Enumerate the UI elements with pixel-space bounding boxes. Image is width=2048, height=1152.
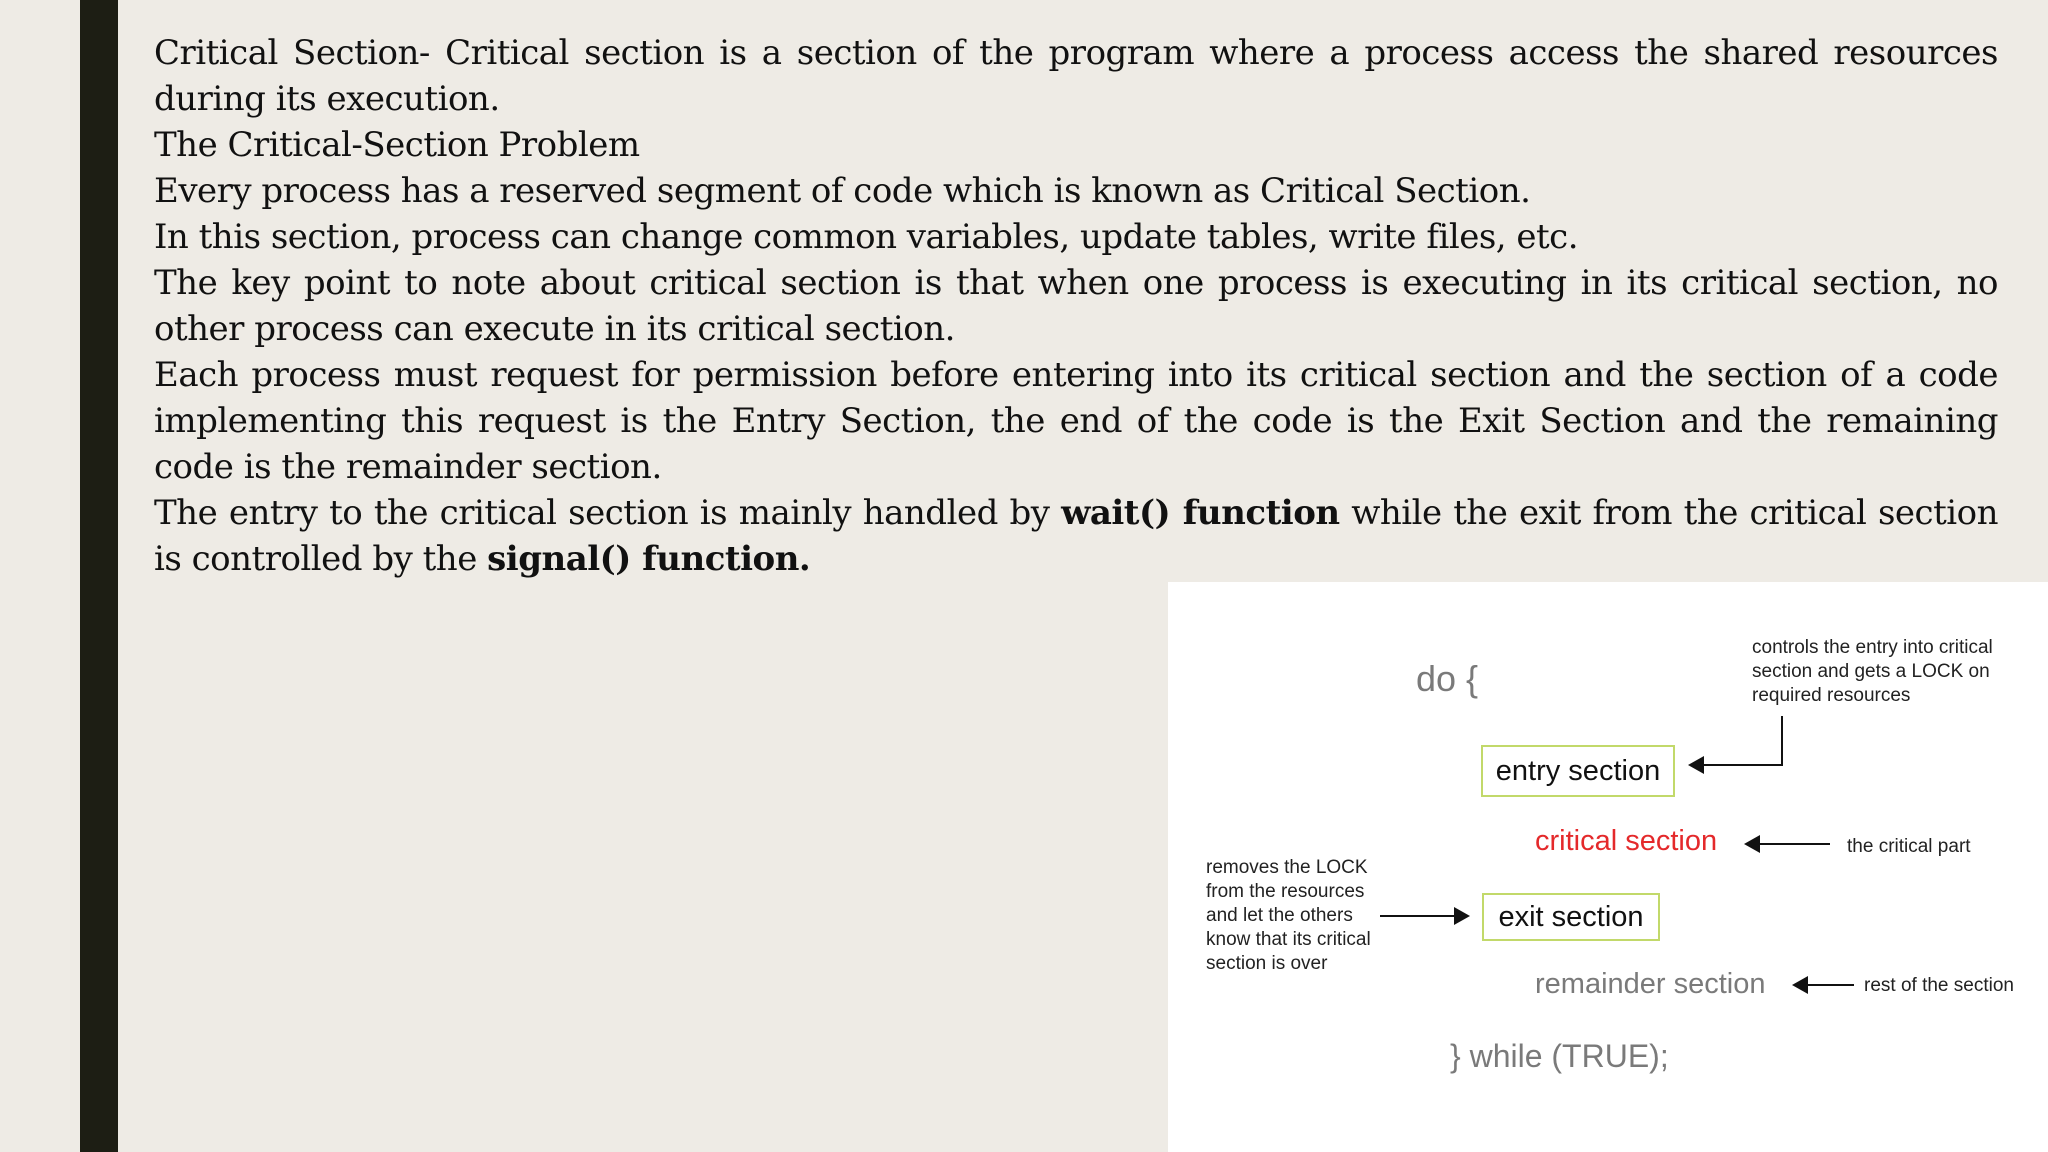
reserved-segment-paragraph: Every process has a reserved segment of code which is known as Critical Section.: [154, 171, 1531, 211]
wait-signal-text-2: while the exit from the critical section is controlled by the: [154, 493, 1999, 579]
while-loop-end: } while (TRUE);: [1450, 1038, 1669, 1074]
remainder-section-label: remainder section: [1535, 968, 1766, 1000]
common-variables-paragraph: In this section, process can change common variables, update tables, write files, etc.: [154, 217, 1579, 257]
critical-section-diagram: [1168, 582, 2048, 1152]
signal-function-term: signal() function.: [487, 539, 811, 579]
entry-arrow-head: [1688, 756, 1704, 774]
wait-signal-text-1: The entry to the critical section is mainly handled by: [154, 493, 1062, 533]
key-point-paragraph: The key point to note about critical section is that when one process is executing in its critical section, no other process can execute in its critical section.: [154, 263, 1998, 349]
critical-section-note: the critical part: [1847, 836, 1971, 857]
entry-section-note: controls the entry into critical section and gets a LOCK on required resources: [1752, 637, 1993, 706]
critical-arrow-head: [1744, 835, 1760, 853]
exit-section-note: removes the LOCK from the resources and let the others know that its critical section is over: [1206, 857, 1371, 974]
critical-section-label: critical section: [1535, 825, 1718, 857]
slide-body-text: [154, 30, 1998, 582]
definition-paragraph: Critical Section- Critical section is a section of the program where a process access the shared resources during its execution.: [154, 33, 1998, 119]
permission-paragraph: Each process must request for permission before entering into its critical section and the section of a code implementing this request is the Entry Section, the end of the code is the Exit Section and the remaining code is the remainder section.: [154, 355, 1998, 487]
do-loop-start: do {: [1416, 658, 1479, 699]
diagram-arrows: [1168, 582, 2048, 1152]
problem-heading: The Critical-Section Problem: [154, 125, 640, 165]
exit-arrow-head: [1454, 907, 1470, 925]
remainder-arrow-head: [1792, 976, 1808, 994]
entry-arrow-line: [1696, 716, 1782, 765]
slide-accent-bar: [80, 0, 118, 1152]
exit-section-box: exit section: [1482, 893, 1660, 941]
wait-function-term: wait() function: [1061, 493, 1340, 533]
remainder-section-note: rest of the section: [1864, 975, 2014, 996]
wait-signal-paragraph: [154, 490, 1998, 582]
entry-section-box: entry section: [1481, 745, 1675, 797]
